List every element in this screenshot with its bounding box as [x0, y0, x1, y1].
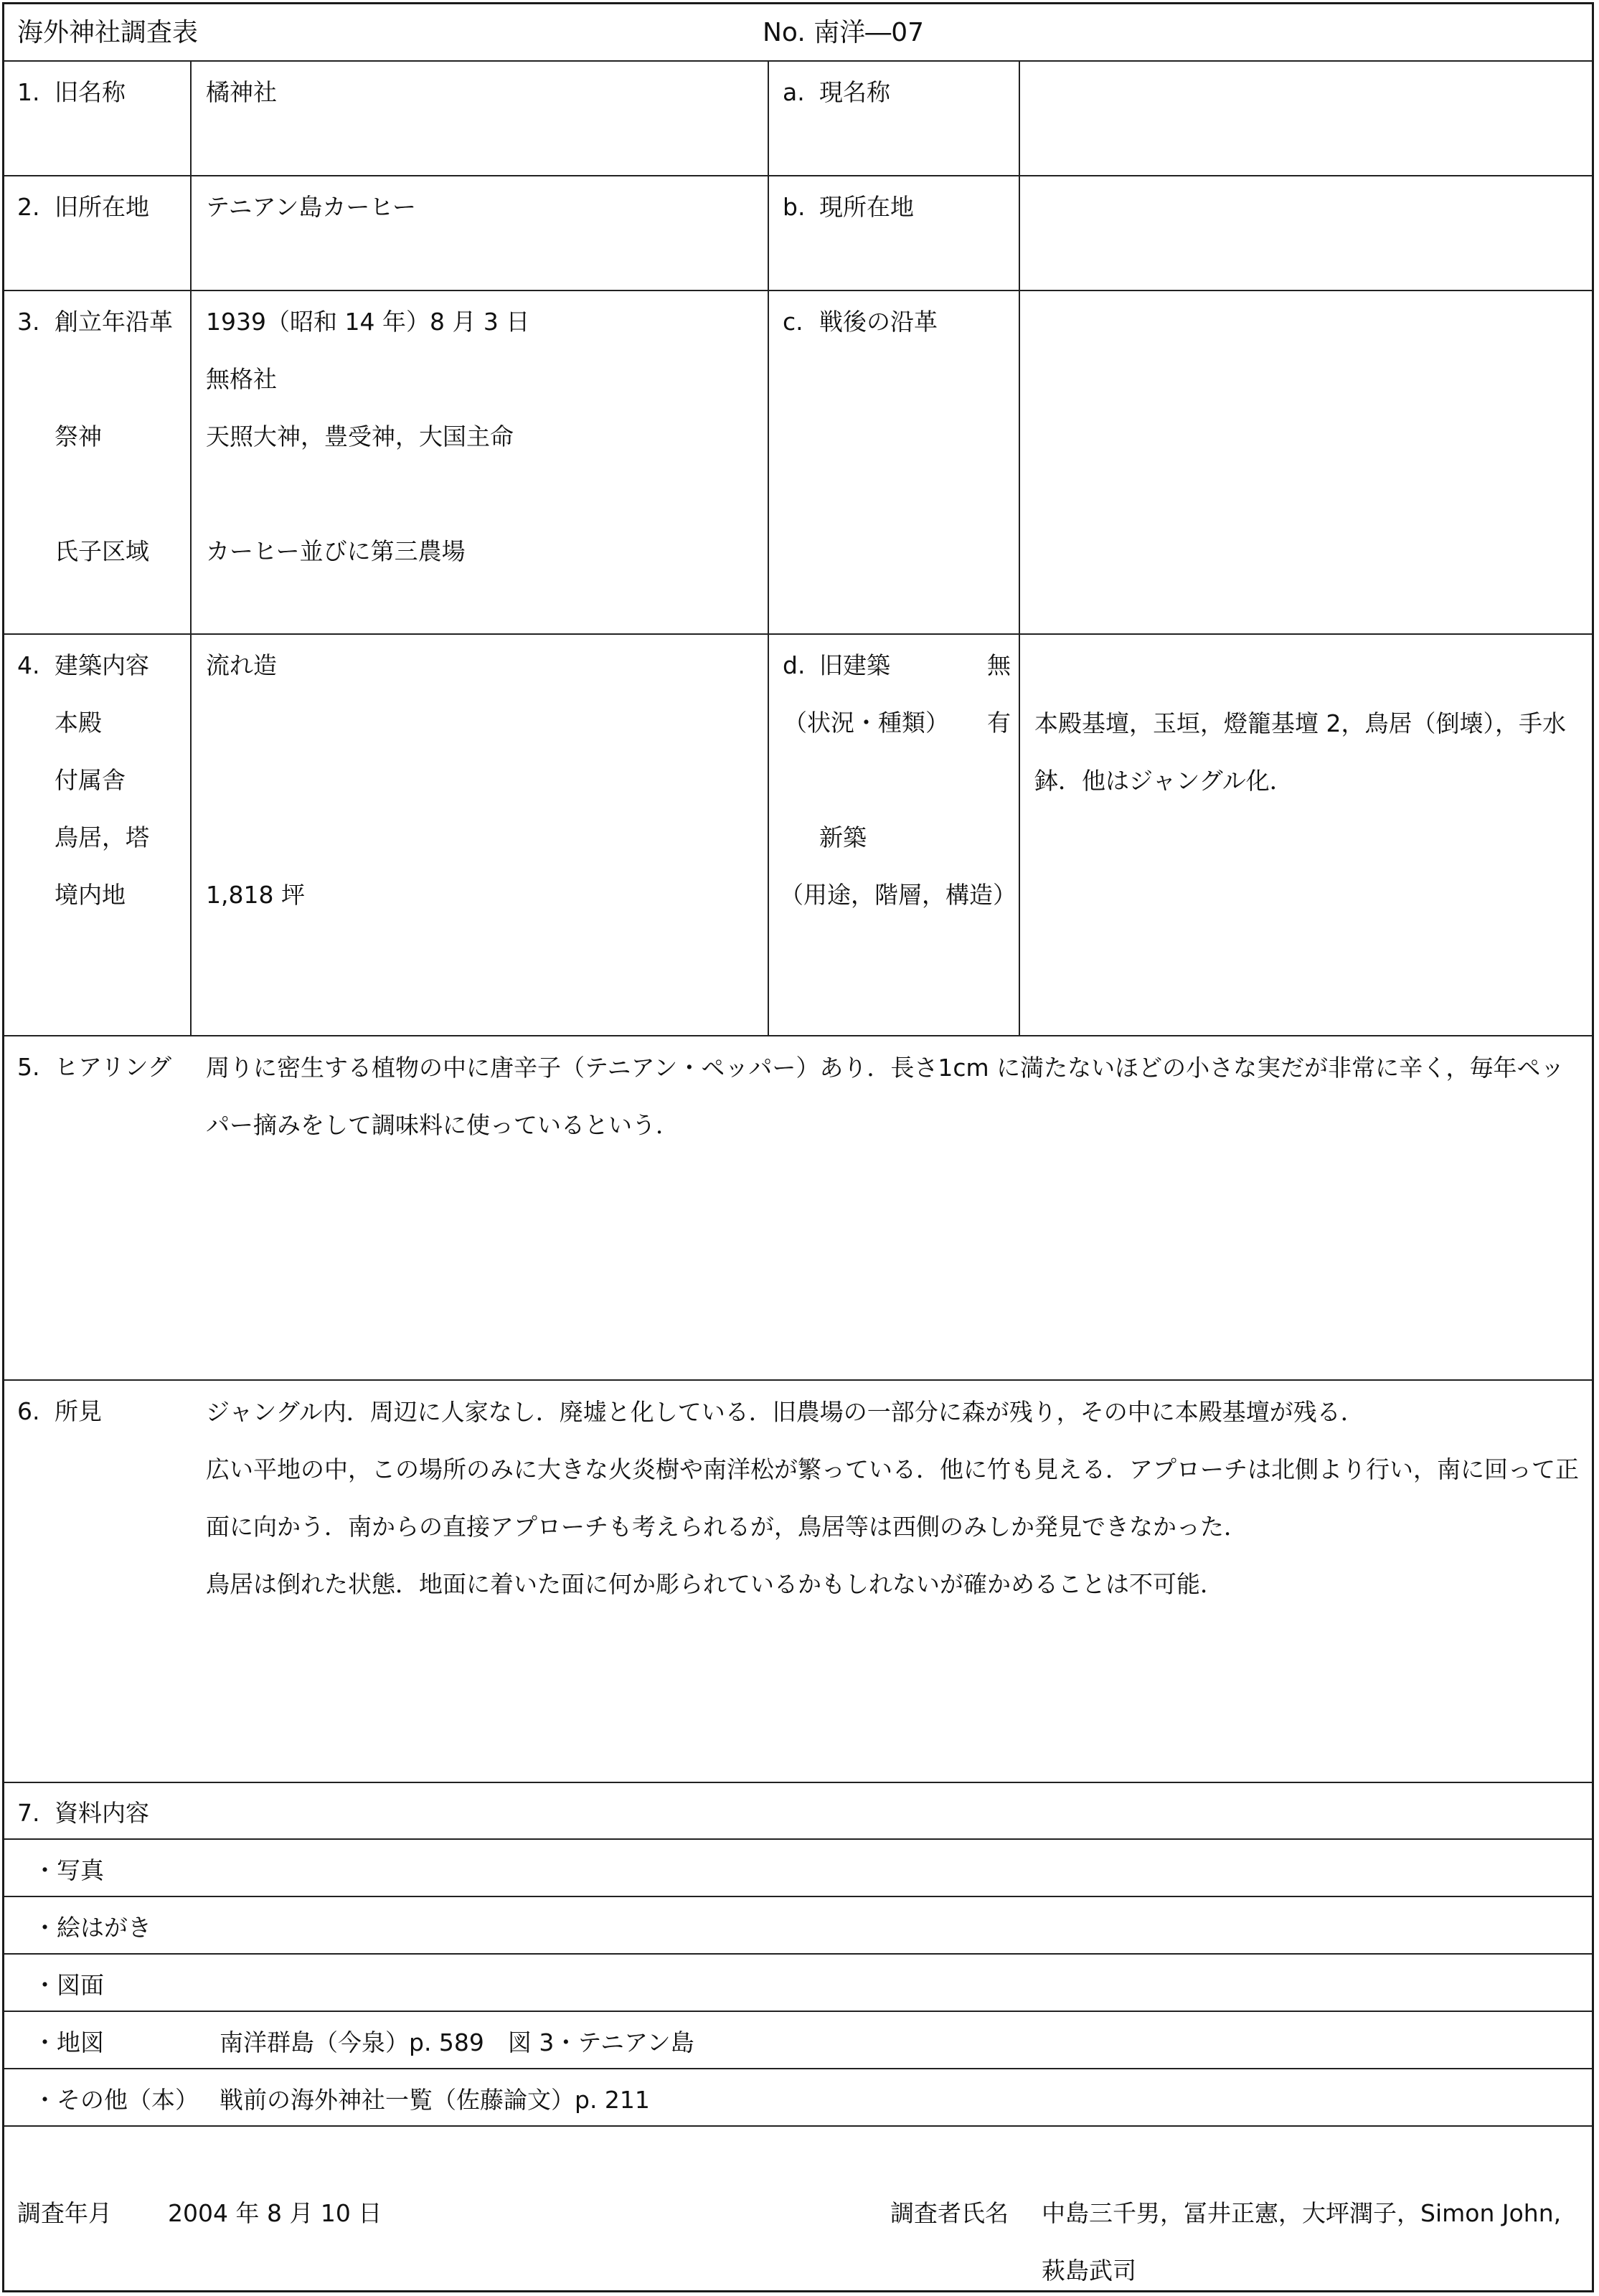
sheet-number: No. 南洋―07	[763, 18, 925, 47]
row6-number: 6.	[17, 1397, 40, 1425]
row6-paragraph-2: 広い平地の中，この場所のみに大きな火炎樹や南洋松が繁っている．他に竹も見える．アプローチは北側より行い，南に回って正面に向かう．南からの直接アプローチも考えられるが，鳥居等は西側のみしか発見できなかった．	[206, 1455, 1579, 1541]
surveyor-names-line2: 萩島武司	[1042, 2257, 1136, 2285]
row4-sub-honden: 本殿	[55, 709, 102, 737]
row3-c-number: c.	[783, 308, 803, 336]
sheet-title: 海外神社調査表	[17, 18, 199, 47]
row5-text: 周りに密生する植物の中に唐辛子（テニアン・ペッパー）あり．長さ1cm に満たないほどの小さな実だが非常に辛く，毎年ペッパー摘みをして調味料に使っているという．	[206, 1054, 1565, 1139]
row7-other-label: ・その他（本）	[33, 2086, 199, 2114]
row4-d-value: 本殿基壇，玉垣，燈籠基壇 2，鳥居（倒壊），手水鉢．他はジャングル化．	[1034, 709, 1566, 795]
surveyor-label: 調査者氏名	[890, 2199, 1009, 2227]
row4-number: 4.	[17, 651, 40, 679]
row1-number: 1.	[17, 78, 40, 106]
row3-number: 3.	[17, 308, 40, 336]
row4-sub-grounds: 境内地	[55, 881, 126, 909]
line-row3	[4, 633, 1592, 635]
row7-label: 資料内容	[55, 1799, 149, 1827]
line-row4	[4, 1035, 1592, 1036]
row7-map-value: 南洋群島（今泉）p. 589 図 3・テニアン島	[220, 2028, 694, 2056]
line-7c	[4, 1953, 1592, 1955]
line-row5	[4, 1379, 1592, 1381]
row3-deity-value: 天照大神，豊受神，大国主命	[206, 422, 514, 450]
row1-b-label: 現名称	[819, 78, 890, 106]
row1-b-number: a.	[783, 78, 805, 106]
row4-d-none: 無	[987, 651, 1011, 679]
row2-number: 2.	[17, 193, 40, 221]
vline-mid	[768, 61, 769, 1036]
vline-right	[1019, 61, 1020, 1036]
row3-rank: 無格社	[206, 365, 277, 393]
vline-label	[190, 61, 192, 1036]
line-7e	[4, 2068, 1592, 2069]
row2-b-number: b.	[783, 193, 806, 221]
row3-label: 創立年沿革	[55, 308, 173, 336]
row1-label: 旧名称	[55, 78, 126, 106]
surveyor-names-line1: 中島三千男，冨井正憲，大坪潤子，Simon John,	[1042, 2199, 1562, 2227]
line-7d	[4, 2011, 1592, 2012]
row4-d-have: 有	[987, 709, 1011, 737]
row2-value: テニアン島カーヒー	[206, 193, 417, 221]
row4-d-sub: （状況・種類）	[783, 709, 949, 737]
row4-d-new: 新築	[819, 823, 867, 851]
row5-label: ヒアリング	[55, 1053, 172, 1081]
line-row6	[4, 1782, 1592, 1783]
row3-c-label: 戦後の沿革	[819, 308, 938, 336]
row4-d-label: 旧建築	[819, 651, 890, 679]
survey-sheet	[2, 2, 1594, 2292]
row6-paragraph-3: 鳥居は倒れた状態．地面に着いた面に何か彫られているかもしれないが確かめることは不可能．	[206, 1570, 1224, 1598]
survey-date-label: 調査年月	[17, 2199, 112, 2227]
row4-label: 建築内容	[55, 651, 149, 679]
row4-style: 流れ造	[206, 651, 277, 679]
row5-number: 5.	[17, 1053, 40, 1081]
line-7a	[4, 1838, 1592, 1840]
row6-paragraph-1: ジャングル内．周辺に人家なし．廃墟と化している．旧農場の一部分に森が残り，その中に本殿基壇が残る．	[206, 1398, 1364, 1426]
row2-b-label: 現所在地	[819, 193, 914, 221]
row6-label: 所見	[55, 1397, 102, 1425]
row3-parish-value: カーヒー並びに第三農場	[206, 537, 466, 565]
row3-founded: 1939（昭和 14 年）8 月 3 日	[206, 308, 530, 336]
row7-drawing: ・図面	[33, 1971, 104, 1999]
line-row1	[4, 175, 1592, 176]
row2-label: 旧所在地	[55, 193, 149, 221]
line-row2	[4, 290, 1592, 291]
row7-postcard: ・絵はがき	[33, 1914, 151, 1942]
row7-number: 7.	[17, 1799, 40, 1827]
row4-sub-torii: 鳥居，塔	[55, 823, 149, 851]
line-7f	[4, 2125, 1592, 2127]
line-7b	[4, 1896, 1592, 1897]
line-header	[4, 60, 1592, 62]
row3-parish-label: 氏子区域	[55, 537, 149, 565]
row4-d-new-sub: （用途，階層，構造）	[780, 881, 1017, 909]
row4-area: 1,818 坪	[206, 881, 305, 909]
row3-deity-label: 祭神	[55, 422, 102, 450]
row4-d-number: d.	[783, 651, 806, 679]
row7-map-label: ・地図	[33, 2028, 104, 2056]
row1-value: 橘神社	[206, 78, 277, 106]
row4-sub-annex: 付属舎	[55, 766, 126, 794]
row7-other-value: 戦前の海外神社一覧（佐藤論文）p. 211	[220, 2086, 650, 2114]
row7-photo: ・写真	[33, 1856, 104, 1884]
survey-date-value: 2004 年 8 月 10 日	[168, 2199, 382, 2227]
